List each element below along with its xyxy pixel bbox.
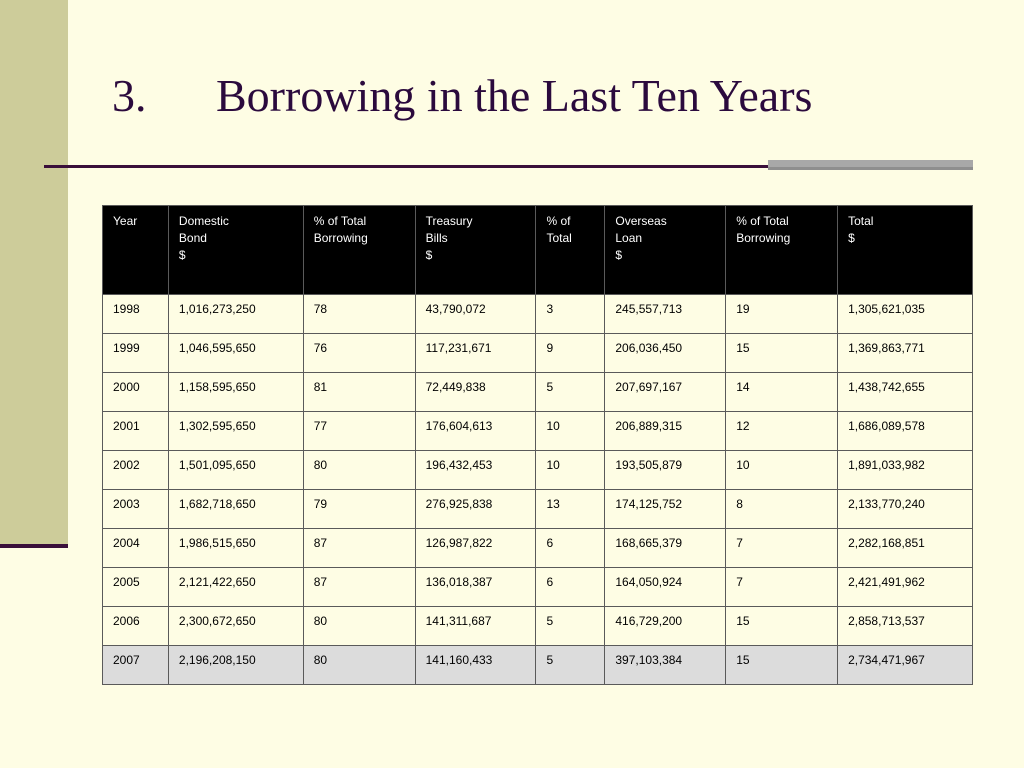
column-header <box>605 206 726 295</box>
column-header-line: Total <box>546 231 572 245</box>
table-cell: 76 <box>303 334 415 373</box>
table-row <box>103 607 973 646</box>
column-header-line: Year <box>113 214 138 228</box>
slide-title-text: Borrowing in the Last Ten Years <box>216 70 813 121</box>
table-cell: 1,686,089,578 <box>838 412 973 451</box>
table-cell: 1,016,273,250 <box>168 295 303 334</box>
column-header <box>838 206 973 295</box>
table-cell: 15 <box>726 607 838 646</box>
table-cell: 1,682,718,650 <box>168 490 303 529</box>
side-accent-band <box>0 0 68 545</box>
table-cell: 2004 <box>103 529 169 568</box>
table-cell: 87 <box>303 529 415 568</box>
table-cell: 15 <box>726 646 838 685</box>
table-row <box>103 412 973 451</box>
table-cell: 13 <box>536 490 605 529</box>
table-cell: 77 <box>303 412 415 451</box>
column-header <box>536 206 605 295</box>
table-row <box>103 373 973 412</box>
column-header <box>415 206 536 295</box>
table-cell: 136,018,387 <box>415 568 536 607</box>
column-header-line: Bills <box>425 231 448 245</box>
table-cell: 2006 <box>103 607 169 646</box>
table-cell: 6 <box>536 529 605 568</box>
column-header-line: Treasury <box>425 214 473 228</box>
table-row <box>103 529 973 568</box>
table-cell: 10 <box>726 451 838 490</box>
table-cell: 1,046,595,650 <box>168 334 303 373</box>
table-cell: 2007 <box>103 646 169 685</box>
table-cell: 206,036,450 <box>605 334 726 373</box>
table-cell: 1,438,742,655 <box>838 373 973 412</box>
table-row <box>103 568 973 607</box>
column-header-line: % of <box>546 214 571 228</box>
table-cell: 2,133,770,240 <box>838 490 973 529</box>
slide-title <box>112 66 812 126</box>
column-header-line: Borrowing <box>736 231 791 245</box>
table-cell: 1,891,033,982 <box>838 451 973 490</box>
column-header-line: Loan <box>615 231 643 245</box>
table-row <box>103 490 973 529</box>
column-header-line: % of Total <box>313 214 367 228</box>
column-header-line: % of Total <box>736 214 789 228</box>
table-cell: 2,300,672,650 <box>168 607 303 646</box>
table-body <box>103 295 973 685</box>
table-cell: 80 <box>303 646 415 685</box>
table-header-row <box>103 206 973 295</box>
table-cell: 117,231,671 <box>415 334 536 373</box>
slide-number: 3. <box>112 70 147 121</box>
column-header-line: Domestic <box>178 214 229 228</box>
table-row <box>103 646 973 685</box>
table-row <box>103 451 973 490</box>
table-cell: 174,125,752 <box>605 490 726 529</box>
table-cell: 1,501,095,650 <box>168 451 303 490</box>
column-header-line: Overseas <box>615 214 667 228</box>
table-cell: 1998 <box>103 295 169 334</box>
table-cell: 2,734,471,967 <box>838 646 973 685</box>
table-cell: 1,302,595,650 <box>168 412 303 451</box>
table-cell: 196,432,453 <box>415 451 536 490</box>
column-header-line: Total <box>848 214 874 228</box>
table-cell: 7 <box>726 529 838 568</box>
table-cell: 2002 <box>103 451 169 490</box>
table-cell: 14 <box>726 373 838 412</box>
table-header <box>103 206 973 295</box>
table-cell: 176,604,613 <box>415 412 536 451</box>
table-cell: 5 <box>536 607 605 646</box>
table-cell: 79 <box>303 490 415 529</box>
table-cell: 164,050,924 <box>605 568 726 607</box>
table-cell: 1,986,515,650 <box>168 529 303 568</box>
table-cell: 2005 <box>103 568 169 607</box>
table-cell: 80 <box>303 451 415 490</box>
table-cell: 2000 <box>103 373 169 412</box>
table-cell: 2,196,208,150 <box>168 646 303 685</box>
table-cell: 2,421,491,962 <box>838 568 973 607</box>
table-cell: 1,305,621,035 <box>838 295 973 334</box>
table-cell: 10 <box>536 412 605 451</box>
table-cell: 19 <box>726 295 838 334</box>
borrowing-table <box>102 205 973 685</box>
table-cell: 2,121,422,650 <box>168 568 303 607</box>
table-cell: 1,158,595,650 <box>168 373 303 412</box>
column-header <box>303 206 415 295</box>
table-cell: 1,369,863,771 <box>838 334 973 373</box>
table-cell: 43,790,072 <box>415 295 536 334</box>
table-cell: 6 <box>536 568 605 607</box>
table-cell: 141,311,687 <box>415 607 536 646</box>
table-cell: 276,925,838 <box>415 490 536 529</box>
table-cell: 7 <box>726 568 838 607</box>
column-header <box>726 206 838 295</box>
table-cell: 1999 <box>103 334 169 373</box>
column-header-line: $ <box>178 248 186 262</box>
table-cell: 126,987,822 <box>415 529 536 568</box>
table-cell: 78 <box>303 295 415 334</box>
table-cell: 193,505,879 <box>605 451 726 490</box>
table-cell: 141,160,433 <box>415 646 536 685</box>
title-divider <box>44 165 768 168</box>
column-header-line: $ <box>615 248 623 262</box>
table-cell: 15 <box>726 334 838 373</box>
table-cell: 2,282,168,851 <box>838 529 973 568</box>
table-cell: 8 <box>726 490 838 529</box>
table-cell: 2003 <box>103 490 169 529</box>
table-cell: 416,729,200 <box>605 607 726 646</box>
table-cell: 80 <box>303 607 415 646</box>
title-divider-accent <box>768 160 973 170</box>
table-cell: 72,449,838 <box>415 373 536 412</box>
table-cell: 5 <box>536 646 605 685</box>
table-cell: 5 <box>536 373 605 412</box>
table-cell: 2,858,713,537 <box>838 607 973 646</box>
table-cell: 245,557,713 <box>605 295 726 334</box>
table-row <box>103 334 973 373</box>
column-header-line: $ <box>425 248 433 262</box>
table-cell: 81 <box>303 373 415 412</box>
table-cell: 207,697,167 <box>605 373 726 412</box>
column-header-line: Borrowing <box>313 231 368 245</box>
table-row <box>103 295 973 334</box>
column-header <box>103 206 169 295</box>
column-header-line: $ <box>848 231 855 245</box>
column-header-line: Bond <box>178 231 207 245</box>
table-cell: 10 <box>536 451 605 490</box>
table-cell: 9 <box>536 334 605 373</box>
table-cell: 168,665,379 <box>605 529 726 568</box>
table-cell: 2001 <box>103 412 169 451</box>
column-header <box>168 206 303 295</box>
table-cell: 87 <box>303 568 415 607</box>
table-cell: 397,103,384 <box>605 646 726 685</box>
table-cell: 12 <box>726 412 838 451</box>
side-accent-underline <box>0 544 68 548</box>
table-cell: 206,889,315 <box>605 412 726 451</box>
table-cell: 3 <box>536 295 605 334</box>
